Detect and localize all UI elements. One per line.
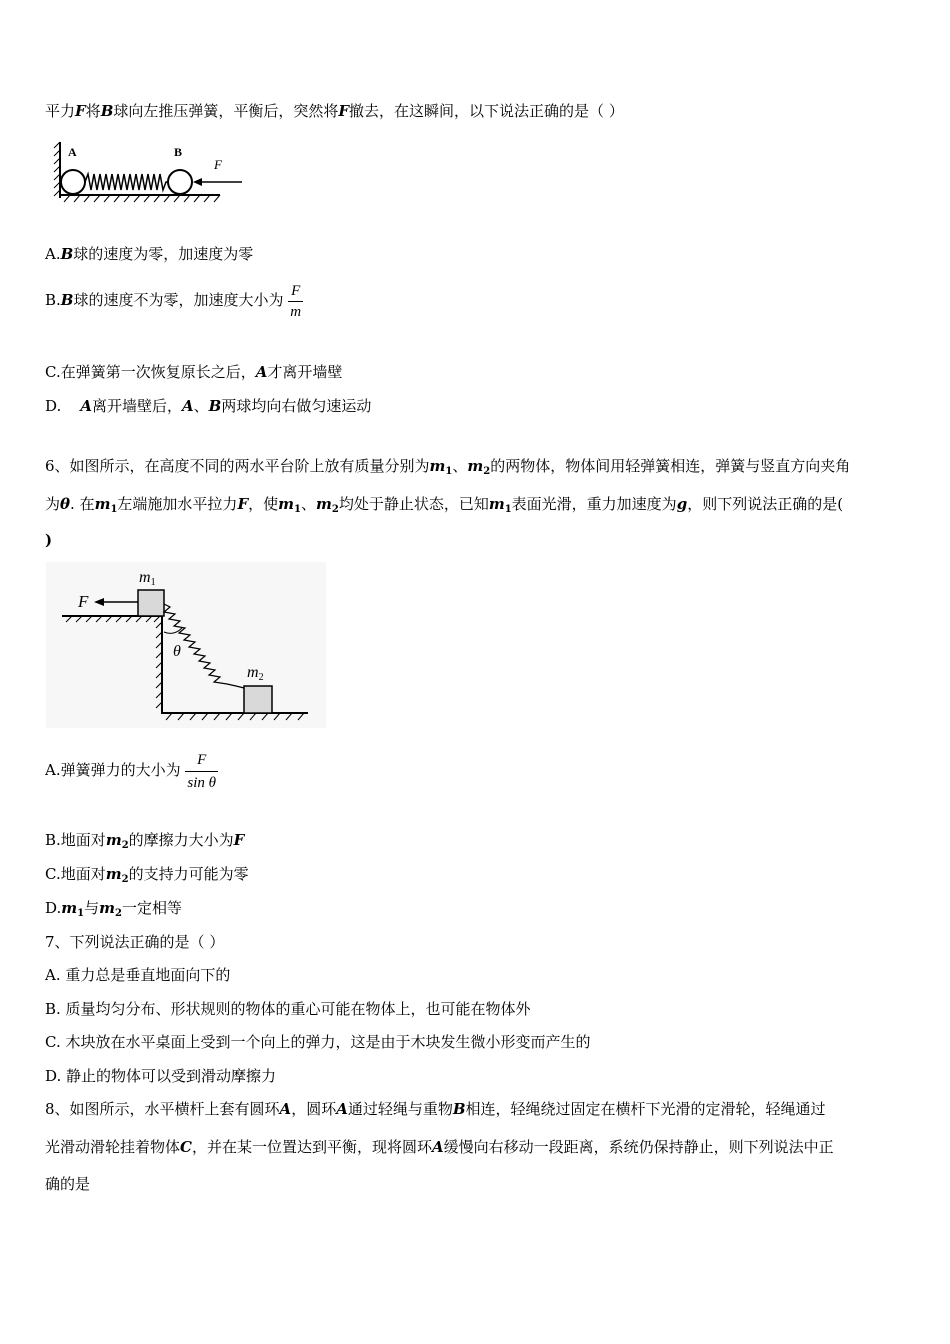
label-theta: θ — [173, 643, 181, 660]
q7-option-c: C. 木块放在水平桌面上受到一个向上的弹力，这是由于木块发生微小形变而产生的 — [45, 1033, 591, 1051]
label-f: F — [214, 157, 222, 172]
q8-stem-line3: 确的是 — [45, 1175, 91, 1193]
label-m2: m2 — [247, 664, 264, 683]
q5-option-c: C.在弹簧第一次恢复原长之后，A才离开墙壁 — [45, 363, 343, 381]
q5-stem: 平力F将B球向左推压弹簧，平衡后，突然将F撤去，在这瞬间，以下说法正确的是（ ） — [45, 102, 624, 120]
q5-option-d: D. A离开墙壁后，A、B两球均向右做匀速运动 — [45, 397, 372, 415]
q7-option-d: D. 静止的物体可以受到滑动摩擦力 — [45, 1067, 277, 1085]
label-a: A — [68, 145, 77, 159]
q8-stem-line2: 光滑动滑轮挂着物体C，并在某一位置达到平衡，现将圆环A缓慢向右移动一段距离，系统仍保持静止，则下列说法中正 — [45, 1138, 834, 1156]
ball-a — [61, 170, 85, 194]
block-m1 — [138, 590, 164, 616]
q6-option-b: B.地面对$m_2$的摩擦力大小为F — [45, 831, 245, 851]
q6-stem-line1: 6、如图所示，在高度不同的两水平台阶上放有质量分别为$m_1$、$m_2$的两物体，物体间用轻弹簧相连，弹簧与竖直方向夹角 — [45, 457, 851, 477]
q7-option-b: B. 质量均匀分布、形状规则的物体的重心可能在物体上，也可能在物体外 — [45, 1000, 531, 1018]
q8-stem-line1: 8、如图所示，水平横杆上套有圆环A，圆环A通过轻绳与重物B相连，轻绳绕过固定在横杆下光滑的定滑轮，轻绳通过 — [45, 1100, 826, 1118]
label-b: B — [174, 145, 183, 159]
label-m1: m1 — [139, 569, 156, 588]
block-m2 — [244, 686, 272, 713]
q6-option-d: $D.m_1$与$m_2$一定相等 — [45, 899, 182, 919]
q6-stem-line3: ) — [45, 531, 53, 549]
q6-option-a: A.弹簧弹力的大小为 $\frac{F}{\text{sin θ}}$ — [45, 746, 218, 794]
fraction-f-over-sin-theta: $\frac{F}{\text{sin θ}}$ — [185, 749, 218, 794]
label-f: F — [78, 592, 89, 611]
q6-step-figure — [46, 562, 326, 728]
q5-option-b: B.B球的速度不为零，加速度大小为 $\frac{F}{m}$ — [45, 282, 302, 320]
q7-option-a: A. 重力总是垂直地面向下的 — [45, 966, 231, 984]
ball-b — [168, 170, 192, 194]
q7-stem: 7、下列说法正确的是（ ） — [45, 933, 225, 951]
spring — [85, 174, 168, 190]
fraction-f-over-m: $\frac{F}{m}$ — [290, 282, 302, 320]
q5-spring-figure — [50, 136, 250, 208]
q6-stem-line2: 为θ. 在$m_1$左端施加水平拉力F，使$m_1$、$m_2$均处于静止状态，已知$m_1$表面光滑，重力加速度为g，则下列说法正确的是( — [45, 495, 844, 515]
q5-option-a: A.B球的速度为零，加速度为零 — [45, 245, 254, 263]
force-arrow-head — [193, 178, 202, 186]
q6-option-c: C.地面对$m_2$的支持力可能为零 — [45, 865, 249, 885]
